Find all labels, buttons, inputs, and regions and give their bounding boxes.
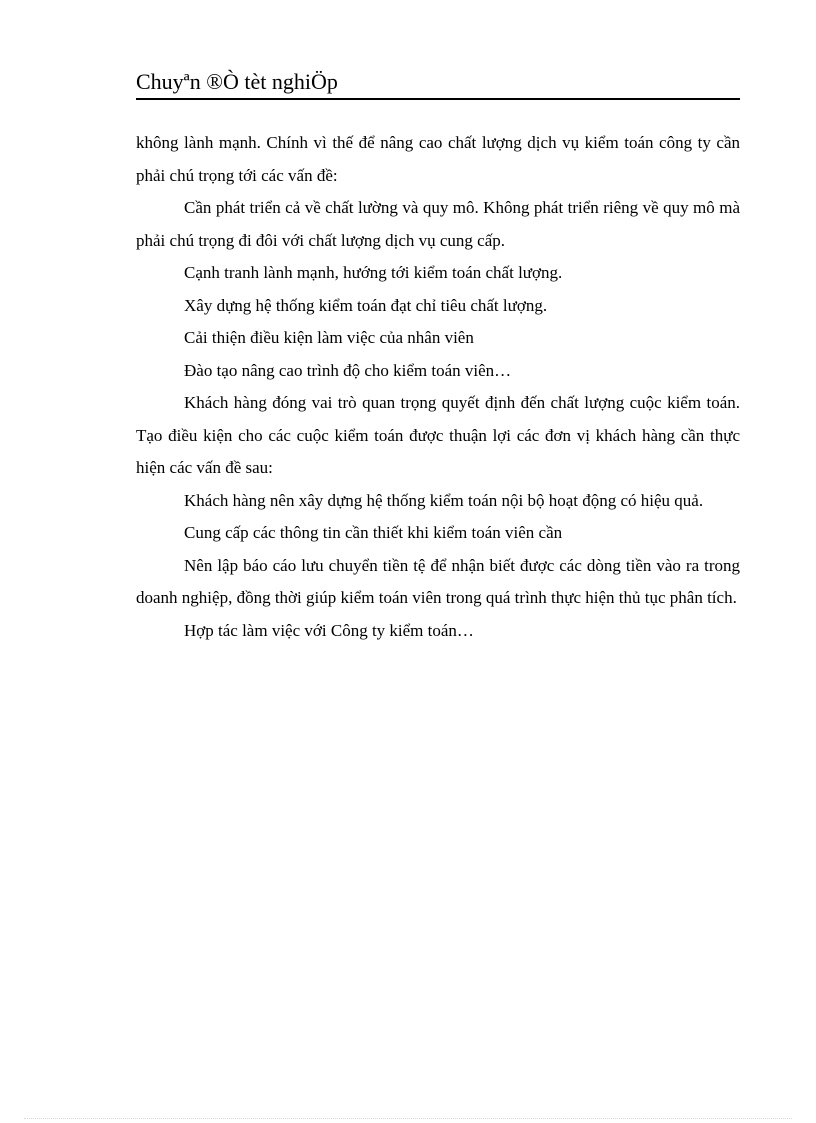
- paragraph-continuation: không lành mạnh. Chính vì thế để nâng cao chất lượng dịch vụ kiểm toán công ty cần phải chú trọng tới các vấn đề:: [136, 133, 740, 185]
- paragraph-provide-info: Cung cấp các thông tin cần thiết khi kiểm toán viên cần: [184, 523, 563, 542]
- paragraph-training: Đào tạo nâng cao trình độ cho kiểm toán viên…: [184, 360, 512, 380]
- header-title: Chuyªn ®Ò tèt nghiÖp: [136, 69, 338, 94]
- paragraph-cooperation: Hợp tác làm việc với Công ty kiểm toán…: [184, 620, 474, 640]
- page-header: [136, 68, 740, 100]
- page-bottom-divider: [24, 1118, 792, 1119]
- paragraph-audit-system: Xây dựng hệ thống kiểm toán đạt chỉ tiêu chất lượng.: [184, 295, 548, 315]
- paragraph-client-role: Khách hàng đóng vai trò quan trọng quyết định đến chất lượng cuộc kiểm toán. Tạo điều kiện cho các cuộc kiểm toán được thuận lợi các đơn vị khách hàng cần thực hiện các vấn đề sau:: [136, 393, 740, 477]
- paragraph-cash-flow: Nên lập báo cáo lưu chuyển tiền tệ để nhận biết được các dòng tiền vào ra trong doanh nghiệp, đồng thời giúp kiểm toán viên trong quá trình thực hiện thủ tục phân tích.: [136, 555, 740, 607]
- paragraph-scale-quality: Cần phát triển cả về chất lường và quy mô. Không phát triển riêng về quy mô mà phải chú trọng đi đôi với chất lượng dịch vụ cung cấp.: [136, 198, 740, 250]
- paragraph-internal-audit: Khách hàng nên xây dựng hệ thống kiểm toán nội bộ hoạt động có hiệu quả.: [184, 490, 704, 510]
- body-text: [136, 127, 740, 647]
- paragraph-working-conditions: Cải thiện điều kiện làm việc của nhân viên: [184, 328, 474, 347]
- paragraph-competition: Cạnh tranh lành mạnh, hướng tới kiểm toán chất lượng.: [184, 263, 563, 282]
